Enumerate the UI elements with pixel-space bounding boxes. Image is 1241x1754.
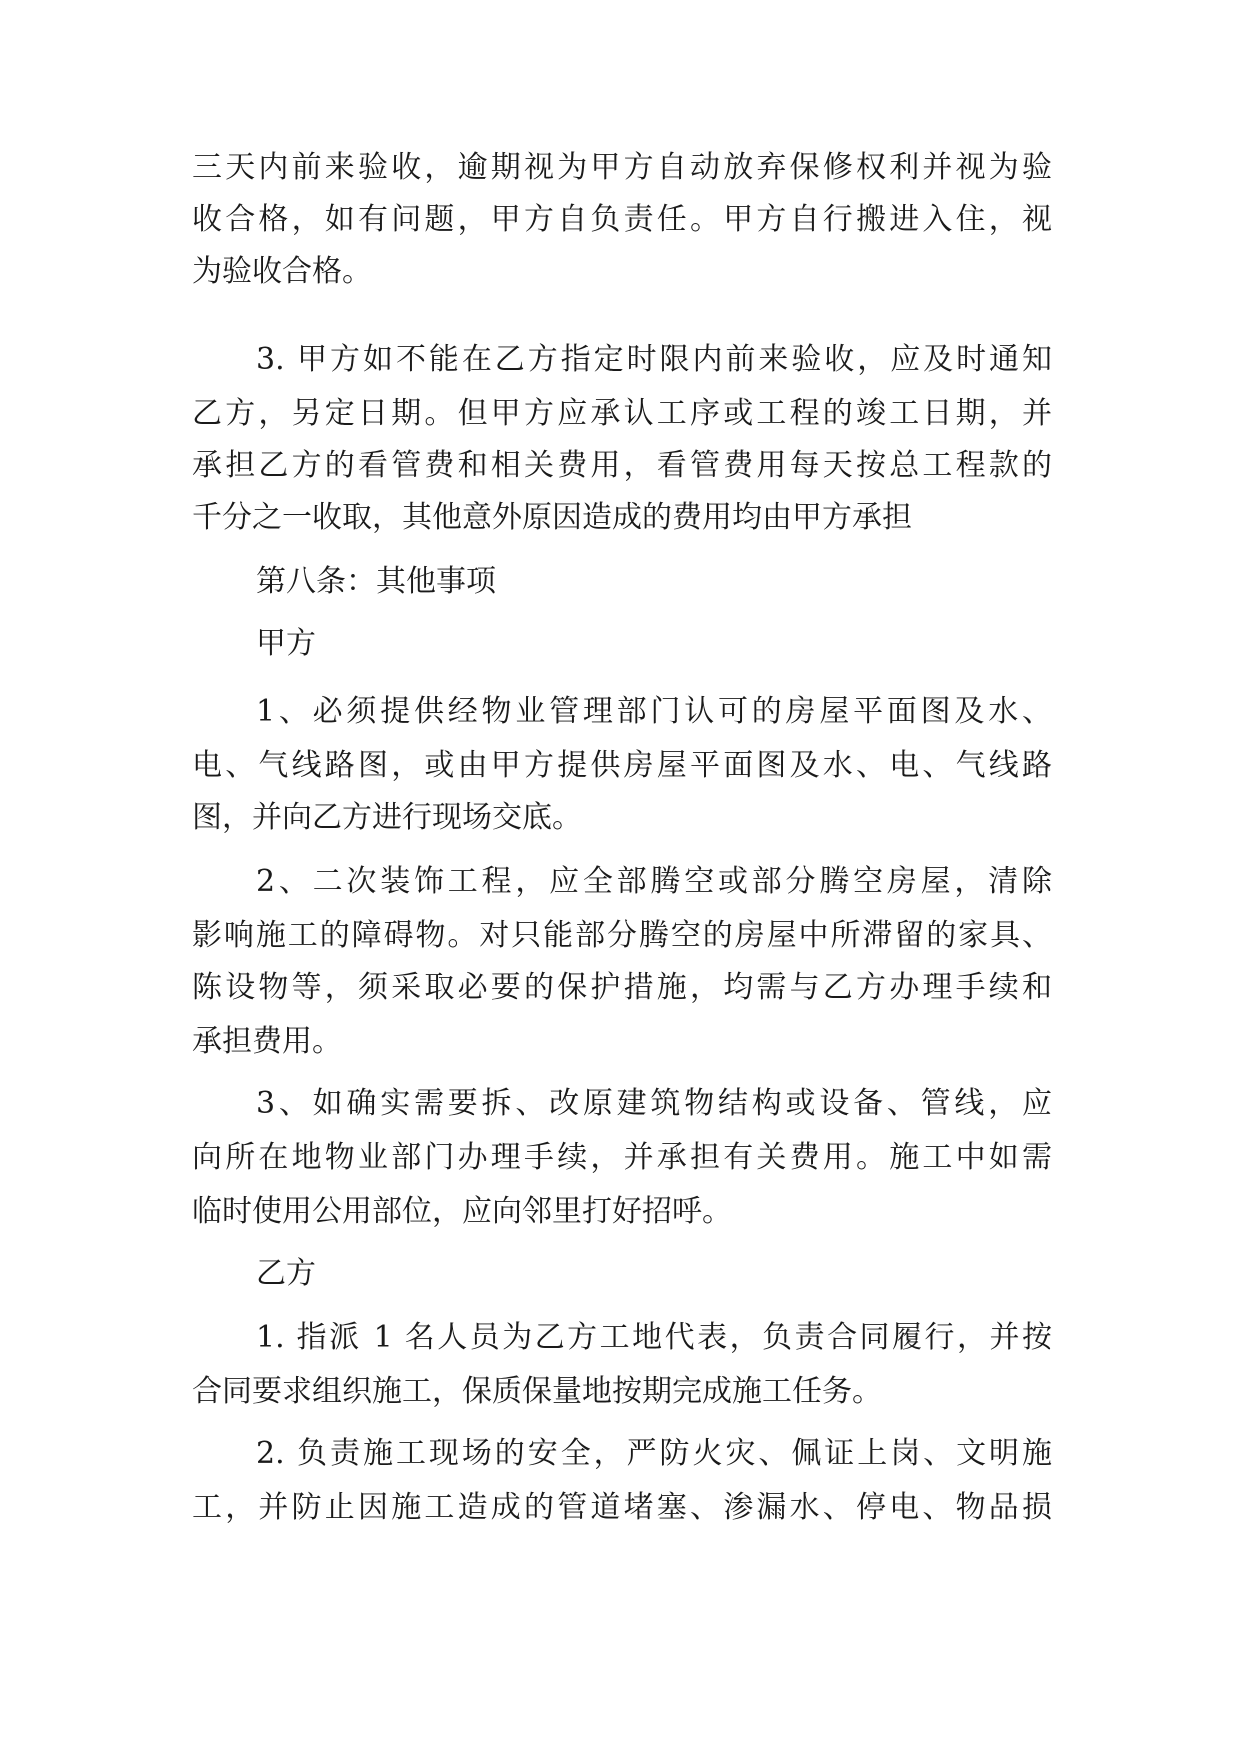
text-line: 承担乙方的看管费和相关费用，看管费用每天按总工程款的: [192, 448, 1052, 483]
text-line: 电、气线路图，或由甲方提供房屋平面图及水、电、气线路: [192, 748, 1052, 783]
text-line: 工，并防止因施工造成的管道堵塞、渗漏水、停电、物品损: [192, 1490, 1052, 1525]
text-line: 三天内前来验收，逾期视为甲方自动放弃保修权利并视为验: [192, 150, 1052, 185]
text-line: 陈设物等，须采取必要的保护措施，均需与乙方办理手续和: [192, 970, 1052, 1005]
text-line: 合同要求组织施工，保质保量地按期完成施工任务。: [192, 1374, 882, 1409]
text-line: 2. 负责施工现场的安全，严防火灾、佩证上岗、文明施: [256, 1436, 1052, 1471]
text-line: 向所在地物业部门办理手续，并承担有关费用。施工中如需: [192, 1140, 1052, 1175]
section-heading: 第八条：其他事项: [256, 564, 496, 599]
party-heading: 乙方: [256, 1256, 316, 1291]
text-line: 1、必须提供经物业管理部门认可的房屋平面图及水、: [256, 694, 1052, 729]
text-line: 3、如确实需要拆、改原建筑物结构或设备、管线，应: [256, 1086, 1052, 1121]
text-line: 图，并向乙方进行现场交底。: [192, 800, 582, 835]
text-line: 承担费用。: [192, 1024, 342, 1059]
text-line: 千分之一收取，其他意外原因造成的费用均由甲方承担: [192, 500, 912, 535]
text-line: 为验收合格。: [192, 254, 372, 289]
text-line: 影响施工的障碍物。对只能部分腾空的房屋中所滞留的家具、: [192, 918, 1052, 953]
text-line: 乙方，另定日期。但甲方应承认工序或工程的竣工日期，并: [192, 396, 1052, 431]
text-line: 收合格，如有问题，甲方自负责任。甲方自行搬进入住，视: [192, 202, 1052, 237]
text-line: 2、二次装饰工程，应全部腾空或部分腾空房屋，清除: [256, 864, 1052, 899]
text-line: 3. 甲方如不能在乙方指定时限内前来验收，应及时通知: [256, 342, 1052, 377]
party-heading: 甲方: [256, 626, 316, 661]
text-line: 1. 指派 1 名人员为乙方工地代表，负责合同履行，并按: [256, 1320, 1052, 1355]
text-line: 临时使用公用部位，应向邻里打好招呼。: [192, 1194, 732, 1229]
